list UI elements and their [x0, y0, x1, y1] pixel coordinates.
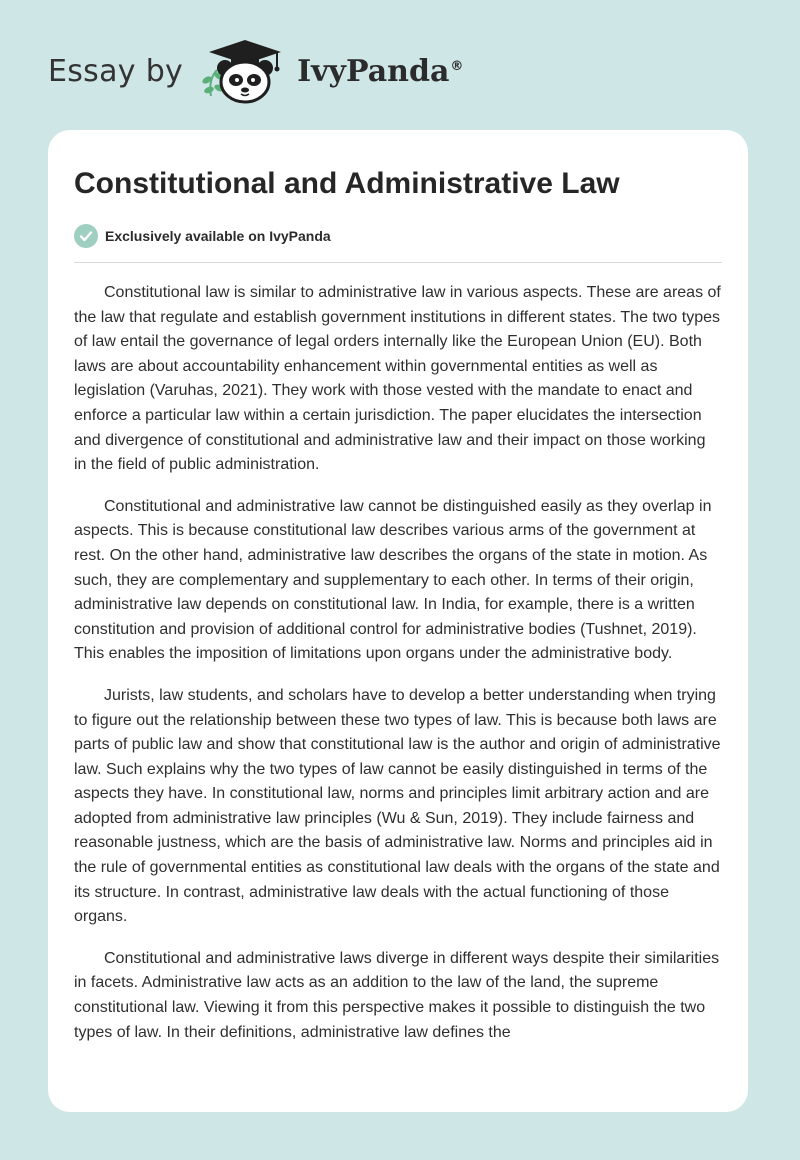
essay-paragraph-1: Constitutional law is similar to administrative law in various aspects. These are areas of the law that regulate and establish government institutions in different states. The two types of law entail the governance of legal orders internally like the European Union (EU). Both laws are about accountability enhancement within governmental entities as well as legislation (Varuhas, 2021). They work with those vested with the mandate to enact and enforce a particular law within a certain jurisdiction. The paper elucidates the intersection and divergence of constitutional and administrative law and their impact on those working in the field of public administration.	[74, 284, 721, 474]
brand-name	[297, 54, 463, 89]
exclusive-badge	[74, 224, 722, 248]
brand-name-text: IvyPanda	[297, 53, 450, 89]
essay-paragraph-2: Constitutional and administrative law cannot be distinguished easily as they overlap in aspects. This is because constitutional law describes various arms of the government at rest. On the other hand, administrative law describes the organs of the state in motion. As such, they are complementary and supplementary to each other. In terms of their origin, administrative law depends on constitutional law. In India, for example, there is a written constitution and provision of additional control for administrative bodies (Tushnet, 2019). This enables the imposition of limitations upon organs under the administrative body.	[74, 497, 712, 663]
title-divider	[74, 262, 722, 263]
essay-body	[74, 281, 722, 1045]
essay-title: Constitutional and Administrative Law	[74, 167, 620, 200]
panda-logo-icon	[197, 36, 293, 106]
essay-paragraph-3: Jurists, law students, and scholars have to develop a better understanding when trying to figure out the relationship between these two types of law. This is because both laws are parts of public law and show that constitutional law is the author and origin of administrative law. Such explains why the two types of law cannot be easily distinguished in terms of the aspects they have. In constitutional law, norms and principles limit arbitrary action and are adopted from administrative law principles (Wu & Sun, 2019). They include fairness and reasonable justness, which are the basis of administrative law. Norms and principles aid in the rule of governmental entities as constitutional law deals with the organs of the state and its structure. In contrast, administrative law deals with the actual functioning of those organs.	[74, 686, 721, 926]
check-circle-icon	[74, 224, 98, 248]
essay-card	[48, 130, 748, 1112]
brand-prefix: Essay by	[48, 53, 184, 89]
brand-header	[48, 36, 463, 106]
registered-mark: ®	[450, 58, 464, 74]
essay-paragraph-4: Constitutional and administrative laws diverge in different ways despite their similarities in facets. Administrative law acts as an addition to the law of the land, the supreme constitutional law. Viewing it from this perspective makes it possible to distinguish the two types of law. In their definitions, administrative law defines the	[74, 949, 720, 1041]
exclusive-badge-text: Exclusively available on IvyPanda	[105, 228, 331, 244]
